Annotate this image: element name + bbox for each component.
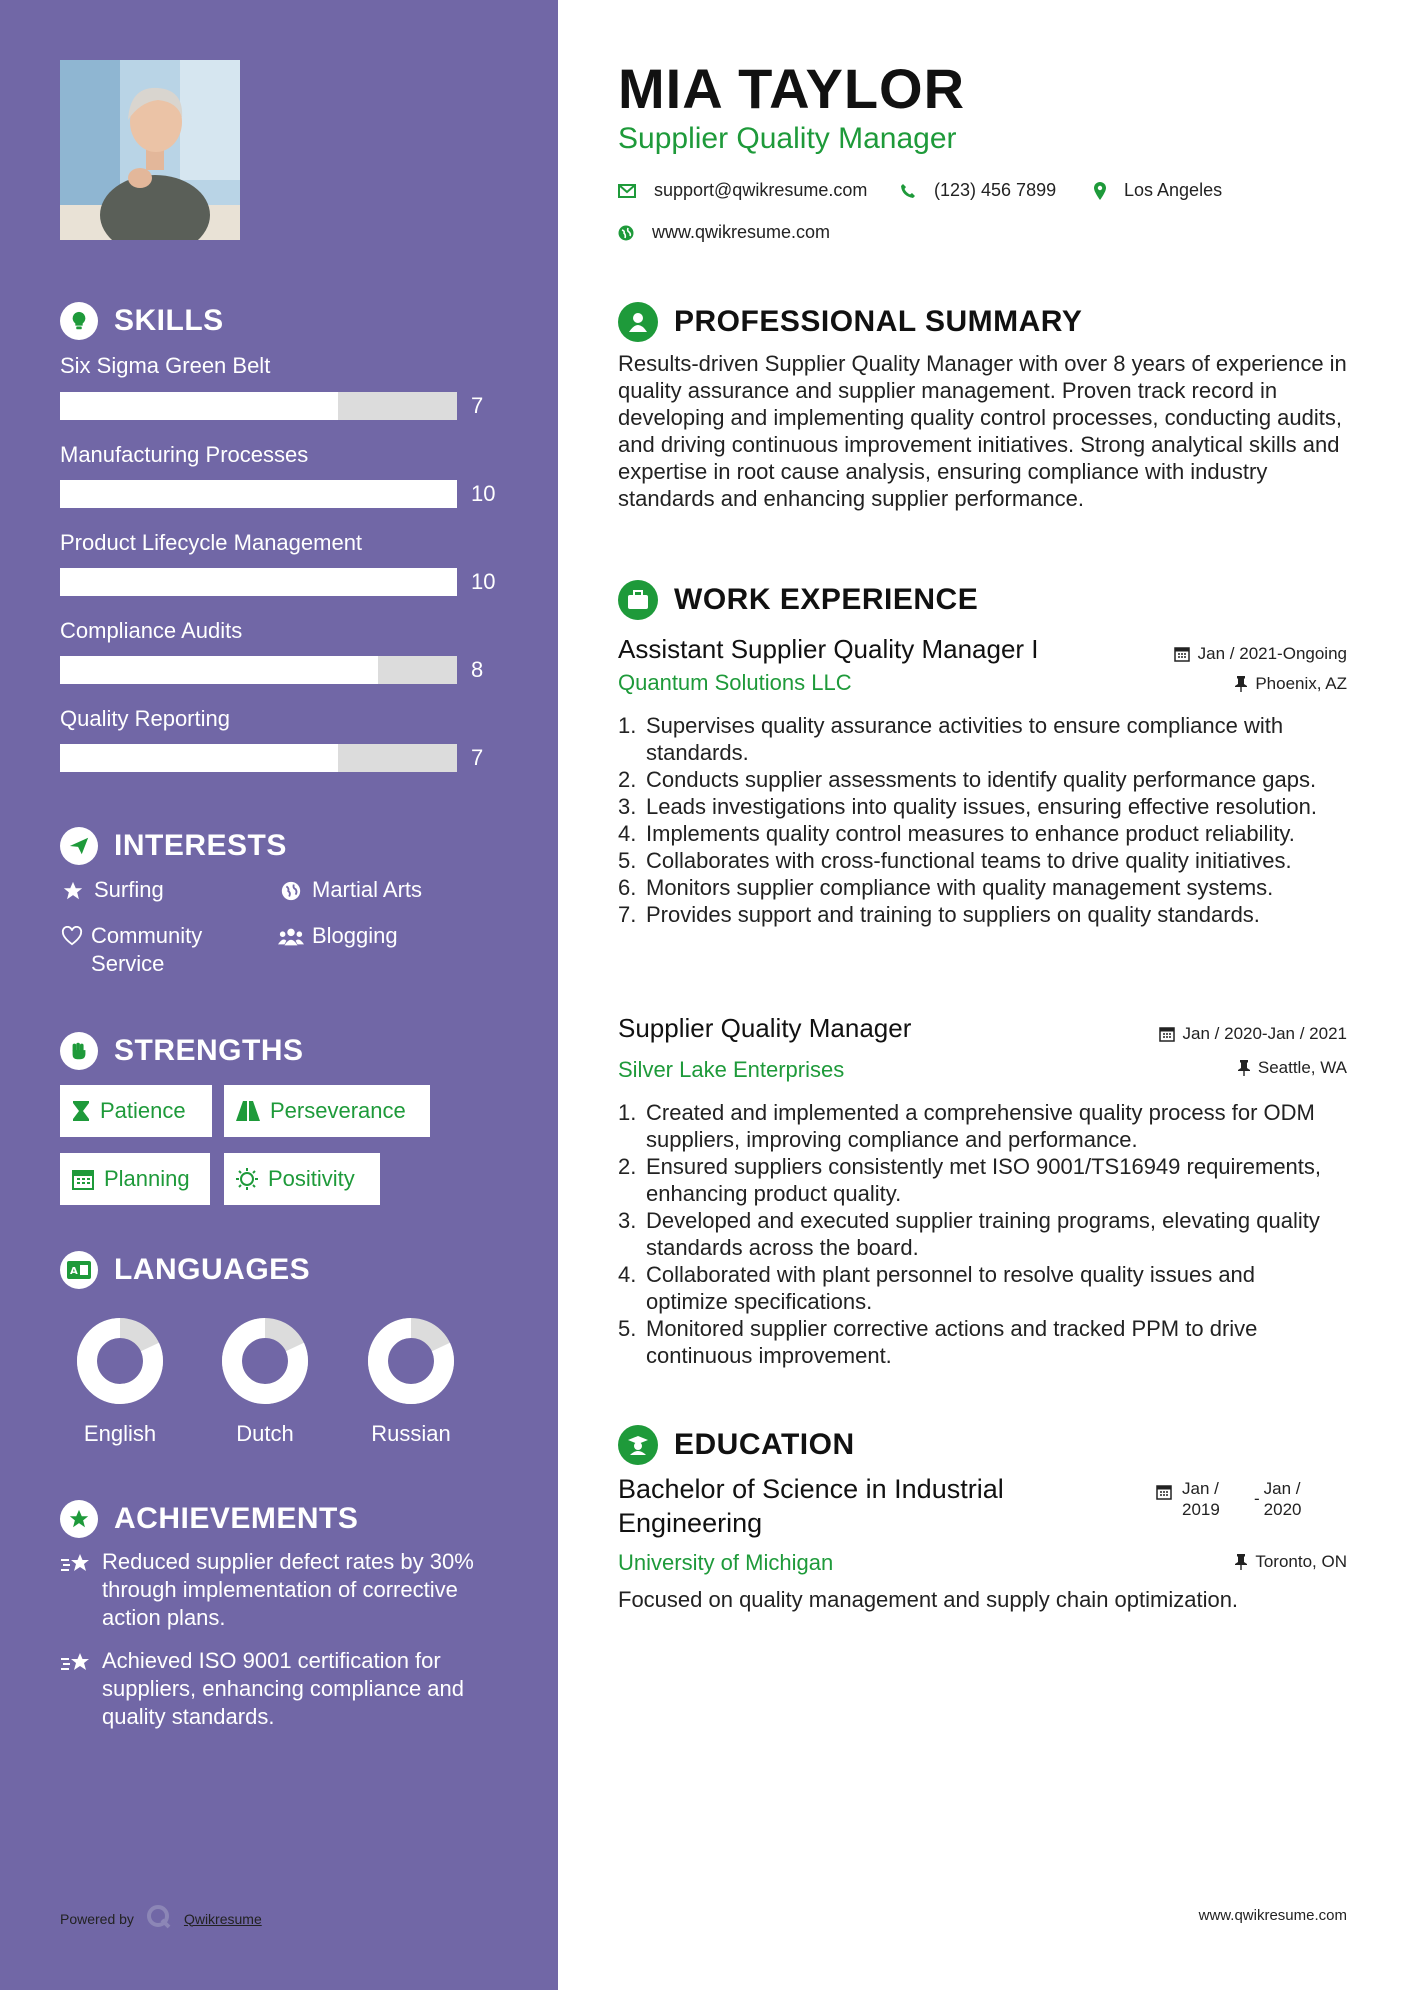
skill-level: 10	[471, 481, 496, 506]
interest-item	[60, 922, 260, 978]
job-location-text: Phoenix, AZ	[1255, 674, 1347, 693]
language-ring	[222, 1318, 308, 1404]
hourglass-icon	[72, 1100, 90, 1122]
language-icon	[60, 1251, 98, 1289]
skill-name: Manufacturing Processes	[60, 442, 309, 467]
language-name: Dutch	[236, 1421, 294, 1446]
users-icon	[278, 922, 304, 948]
calendar-icon	[1156, 1478, 1172, 1505]
globe-icon	[278, 876, 304, 902]
skill-bar-fill	[60, 656, 378, 684]
interests-title: INTERESTS	[114, 829, 287, 862]
qwikresume-logo-icon	[146, 1904, 172, 1933]
skill-bar	[60, 656, 457, 684]
candidate-role: Supplier Quality Manager	[618, 122, 957, 155]
job-dates	[1159, 1024, 1347, 1044]
skills-title: SKILLS	[114, 304, 224, 337]
phone-icon	[900, 183, 916, 199]
summary-heading	[618, 302, 1082, 342]
languages-heading	[60, 1251, 310, 1289]
job-title: Supplier Quality Manager	[618, 1013, 912, 1043]
sun-icon	[236, 1168, 258, 1190]
calendar-icon	[1174, 646, 1190, 662]
job-location-text: Seattle, WA	[1257, 1058, 1347, 1077]
skill-name: Compliance Audits	[60, 618, 243, 643]
interest-label: Martial Arts	[312, 877, 423, 902]
paper-plane-icon	[60, 827, 98, 865]
education-location	[1235, 1552, 1347, 1572]
graduate-icon	[618, 1425, 658, 1465]
skill-name: Product Lifecycle Management	[60, 530, 363, 555]
job-company: Silver Lake Enterprises	[618, 1057, 845, 1082]
sidebar	[0, 0, 558, 1990]
interest-label: Community Service	[91, 923, 203, 976]
skill-bar	[60, 568, 457, 596]
powered-by	[60, 1904, 262, 1933]
language-ring	[368, 1318, 454, 1404]
education-title: EDUCATION	[674, 1428, 855, 1461]
interest-label: Blogging	[312, 923, 398, 948]
skill-bar	[60, 480, 457, 508]
contact-website	[618, 222, 830, 243]
calendar-icon	[1159, 1026, 1175, 1042]
duty-item: 5. Monitored supplier corrective actions and tracked PPM to drive continuous improvement.	[618, 1316, 1258, 1368]
profile-photo	[60, 60, 240, 240]
strength-badge	[224, 1085, 430, 1137]
skill-bar-fill	[60, 392, 338, 420]
interest-item	[278, 922, 398, 950]
achievement-text: Reduced supplier defect rates by 30% through implementation of corrective action plans.	[102, 1549, 474, 1630]
skill-level: 10	[471, 569, 496, 594]
skill-bar	[60, 744, 457, 772]
calendar-icon	[72, 1168, 94, 1190]
education-degree: Bachelor of Science in Industrial Engineering	[618, 1474, 1004, 1538]
job-title: Assistant Supplier Quality Manager I	[618, 634, 1039, 664]
duty-item: 7. Provides support and training to suppliers on quality standards.	[618, 902, 1260, 927]
interests-heading	[60, 827, 287, 865]
interest-label: Surfing	[94, 877, 164, 902]
fist-icon	[60, 1032, 98, 1070]
job-dates-text: Jan / 2020-Jan / 2021	[1182, 1024, 1347, 1043]
strength-badge	[60, 1085, 212, 1137]
strength-label: Positivity	[268, 1166, 355, 1191]
strengths-heading	[60, 1032, 304, 1070]
phone-text[interactable]: (123) 456 7899	[934, 180, 1057, 200]
powered-prefix: Powered by	[60, 1910, 134, 1927]
award-icon	[60, 1500, 98, 1538]
strength-label: Planning	[104, 1166, 190, 1191]
education-date-separator: -	[1254, 1489, 1260, 1508]
language-name: Russian	[371, 1421, 451, 1446]
road-icon	[236, 1101, 260, 1121]
globe-icon	[618, 225, 634, 241]
contact-email	[618, 180, 867, 201]
shooting-star-icon	[60, 1548, 92, 1632]
language-ring	[77, 1318, 163, 1404]
job-duties	[618, 1099, 1338, 1369]
education-location-text: Toronto, ON	[1255, 1552, 1347, 1571]
strength-label: Patience	[100, 1098, 186, 1123]
duty-item: 4. Collaborated with plant personnel to resolve quality issues and optimize specifications.	[618, 1262, 1256, 1314]
job-company: Quantum Solutions LLC	[618, 670, 852, 695]
envelope-icon	[618, 184, 636, 198]
email-text[interactable]: support@qwikresume.com	[654, 180, 868, 200]
duty-item: 1. Supervises quality assurance activities to ensure compliance with standards.	[618, 713, 1284, 765]
pin-icon	[1235, 1554, 1247, 1570]
duty-item: 3. Developed and executed supplier training programs, elevating quality standards across the board.	[618, 1208, 1320, 1260]
duty-item: 6. Monitors supplier compliance with quality management systems.	[618, 875, 1274, 900]
skill-bar-fill	[60, 480, 457, 508]
strength-badge	[224, 1153, 380, 1205]
main-content	[558, 0, 1407, 1990]
experience-title: WORK EXPERIENCE	[674, 583, 979, 616]
svg-text:A: A	[70, 1266, 78, 1277]
education-dates	[1156, 1478, 1314, 1520]
education-start: Jan / 2019	[1182, 1479, 1220, 1519]
job-location	[1235, 674, 1347, 694]
experience-heading	[618, 580, 978, 620]
interest-item	[60, 876, 164, 904]
education-end: Jan / 2020	[1263, 1479, 1302, 1519]
strength-label: Perseverance	[270, 1098, 406, 1123]
candidate-name: MIA TAYLOR	[618, 57, 966, 120]
job-dates-text: Jan / 2021-Ongoing	[1197, 644, 1347, 663]
achievement-text: Achieved ISO 9001 certification for suppliers, enhancing compliance and quality standards.	[102, 1648, 465, 1729]
skill-level: 7	[471, 393, 484, 418]
education-school: University of Michigan	[618, 1550, 834, 1575]
languages-title: LANGUAGES	[114, 1253, 311, 1286]
skill-name: Quality Reporting	[60, 706, 230, 731]
website-text[interactable]: www.qwikresume.com	[652, 222, 831, 242]
shooting-star-icon	[60, 1647, 92, 1731]
education-heading	[618, 1425, 855, 1465]
heart-icon	[60, 922, 83, 946]
achievements-title: ACHIEVEMENTS	[114, 1502, 359, 1535]
interest-item	[278, 876, 422, 904]
footer-url[interactable]: www.qwikresume.com	[1198, 1907, 1347, 1924]
skill-level: 7	[471, 745, 484, 770]
lightbulb-icon	[60, 302, 98, 340]
skills-heading	[60, 302, 224, 340]
job-dates	[1174, 644, 1347, 664]
briefcase-icon	[618, 580, 658, 620]
map-pin-icon	[1094, 182, 1106, 200]
strength-badge	[60, 1153, 210, 1205]
duty-item: 2. Ensured suppliers consistently met ISO 9001/TS16949 requirements, enhancing product quality.	[618, 1154, 1322, 1206]
job-duties	[618, 712, 1378, 928]
achievement-item	[60, 1548, 490, 1632]
summary-text: Results-driven Supplier Quality Manager with over 8 years of experience in quality assurance and supplier management. Proven track record in developing and implementing quality control processes, conducting audits, and driving continuous improvement initiatives. Strong analytical skills and expertise in root cause analysis, ensuring compliance with industry standards and enhancing supplier performance.	[618, 351, 1347, 511]
job-location	[1238, 1058, 1347, 1078]
skill-bar-fill	[60, 568, 457, 596]
duty-item: 4. Implements quality control measures to enhance product reliability.	[618, 821, 1295, 846]
duty-item: 1. Created and implemented a comprehensive quality process for ODM suppliers, improving compliance and performance.	[618, 1100, 1315, 1152]
summary-title: PROFESSIONAL SUMMARY	[674, 305, 1083, 338]
powered-brand-link[interactable]: Qwikresume	[183, 1910, 262, 1927]
contact-phone	[900, 180, 1056, 201]
user-icon	[618, 302, 658, 342]
location-text: Los Angeles	[1124, 180, 1223, 200]
pin-icon	[1235, 676, 1247, 692]
education-description: Focused on quality management and supply chain optimization.	[618, 1587, 1239, 1612]
skill-bar-fill	[60, 744, 338, 772]
language-name: English	[83, 1421, 157, 1446]
strengths-title: STRENGTHS	[114, 1034, 304, 1067]
duty-item: 5. Collaborates with cross-functional teams to drive quality initiatives.	[618, 848, 1292, 873]
pin-icon	[1238, 1060, 1250, 1076]
skill-level: 8	[471, 657, 484, 682]
duty-item: 3. Leads investigations into quality issues, ensuring effective resolution.	[618, 794, 1317, 819]
skill-bar	[60, 392, 457, 420]
duty-item: 2. Conducts supplier assessments to identify quality performance gaps.	[618, 767, 1317, 792]
achievement-item	[60, 1647, 490, 1731]
achievements-heading	[60, 1500, 358, 1538]
skill-name: Six Sigma Green Belt	[60, 353, 271, 378]
star-icon	[60, 876, 86, 902]
contact-location	[1094, 180, 1222, 201]
